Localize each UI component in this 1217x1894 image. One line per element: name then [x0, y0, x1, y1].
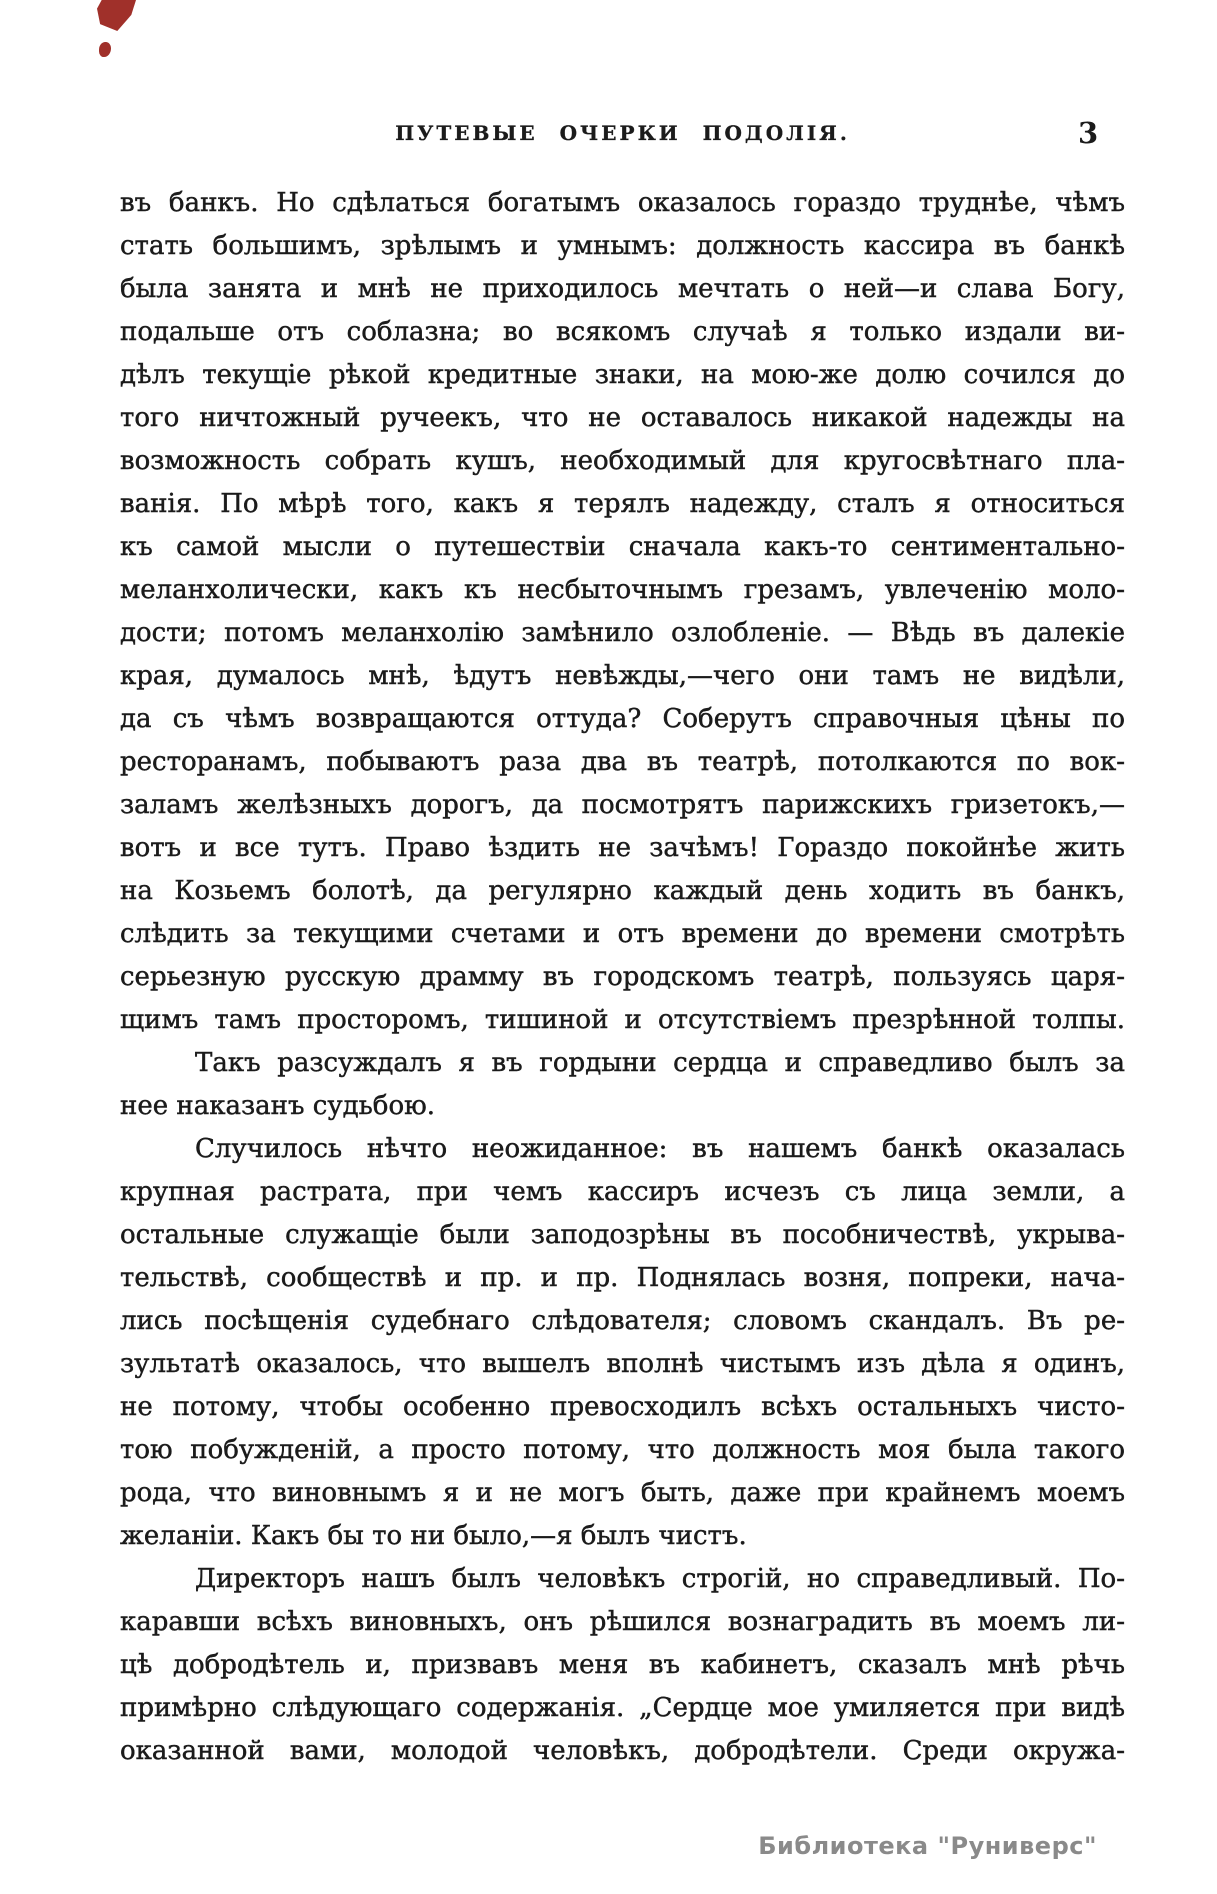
text-line: была занята и мнѣ не приходилось мечтать о ней—и слава Богу, — [120, 274, 1125, 304]
text-line: подальше отъ соблазна; во всякомъ случаѣ я только издали ви- — [120, 317, 1125, 347]
text-line: Директоръ нашъ былъ человѣкъ строгій, но справедливый. По- — [195, 1564, 1125, 1594]
text-line: къ самой мысли о путешествіи сначала какъ-то сентиментально- — [120, 532, 1125, 562]
red-stamp-mark-top — [97, 0, 136, 31]
text-line: возможность собрать кушъ, необходимый для кругосвѣтнаго пла- — [120, 446, 1125, 476]
red-stamp-mark-dot — [99, 42, 111, 57]
text-line: въ банкъ. Но сдѣлаться богатымъ оказалось гораздо труднѣе, чѣмъ — [120, 188, 1125, 218]
text-line: цѣ добродѣтель и, призвавъ меня въ кабинетъ, сказалъ мнѣ рѣчь — [120, 1650, 1125, 1680]
text-line: желаніи. Какъ бы то ни было,—я былъ чистъ. — [120, 1521, 747, 1551]
text-line: примѣрно слѣдующаго содержанія. „Сердце мое умиляется при видѣ — [120, 1693, 1125, 1723]
text-line: дѣлъ текущіе рѣкой кредитные знаки, на мою-же долю сочился до — [120, 360, 1125, 390]
text-line: меланхолически, какъ къ несбыточнымъ грезамъ, увлеченію моло- — [120, 575, 1125, 605]
text-line: зультатѣ оказалось, что вышелъ вполнѣ чистымъ изъ дѣла я одинъ, — [120, 1349, 1125, 1379]
page-number: 3 — [1078, 116, 1099, 150]
runiverse-watermark: Библиотека "Руниверс" — [758, 1832, 1097, 1860]
text-line: дости; потомъ меланхолію замѣнило озлобленіе. — Вѣдь въ далекіе — [120, 618, 1125, 648]
text-line: тою побужденій, а просто потому, что должность моя была такого — [120, 1435, 1125, 1465]
text-line: того ничтожный ручеекъ, что не оставалось никакой надежды на — [120, 403, 1125, 433]
body-text — [120, 182, 1125, 1773]
text-line: Случилось нѣчто неожиданное: въ нашемъ банкѣ оказалась — [195, 1134, 1125, 1164]
text-line: не потому, чтобы особенно превосходилъ всѣхъ остальныхъ чисто- — [120, 1392, 1125, 1422]
text-line: лись посѣщенія судебнаго слѣдователя; словомъ скандалъ. Въ ре- — [120, 1306, 1125, 1336]
text-line: оказанной вами, молодой человѣкъ, добродѣтели. Среди окружа- — [120, 1736, 1125, 1766]
text-line: заламъ желѣзныхъ дорогъ, да посмотрятъ парижскихъ гризетокъ,— — [120, 790, 1125, 820]
text-lines-container — [120, 182, 1125, 1773]
text-line: крупная растрата, при чемъ кассиръ исчезъ съ лица земли, а — [120, 1177, 1125, 1207]
text-line: серьезную русскую драмму въ городскомъ театрѣ, пользуясь царя- — [120, 962, 1125, 992]
text-line: да съ чѣмъ возвращаются оттуда? Соберутъ справочныя цѣны по — [120, 704, 1125, 734]
text-line: каравши всѣхъ виновныхъ, онъ рѣшился вознаградить въ моемъ ли- — [120, 1607, 1125, 1637]
text-line: ресторанамъ, побываютъ раза два въ театрѣ, потолкаются по вок- — [120, 747, 1125, 777]
text-line: ванія. По мѣрѣ того, какъ я терялъ надежду, сталъ я относиться — [120, 489, 1125, 519]
text-line: на Козьемъ болотѣ, да регулярно каждый день ходить въ банкъ, — [120, 876, 1125, 906]
text-line: Такъ разсуждалъ я въ гордыни сердца и справедливо былъ за — [195, 1048, 1125, 1078]
text-line: стать большимъ, зрѣлымъ и умнымъ: должность кассира въ банкѣ — [120, 231, 1125, 261]
text-line: тельствѣ, сообществѣ и пр. и пр. Поднялась возня, попреки, нача- — [120, 1263, 1125, 1293]
text-line: остальные служащіе были заподозрѣны въ пособничествѣ, укрыва- — [120, 1220, 1125, 1250]
text-line: рода, что виновнымъ я и не могъ быть, даже при крайнемъ моемъ — [120, 1478, 1125, 1508]
running-header-title: ПУТЕВЫЕ ОЧЕРКИ ПОДОЛІЯ. — [395, 121, 850, 145]
text-line: края, думалось мнѣ, ѣдутъ невѣжды,—чего они тамъ не видѣли, — [120, 661, 1125, 691]
text-line: нее наказанъ судьбою. — [120, 1091, 435, 1121]
text-line: вотъ и все тутъ. Право ѣздить не зачѣмъ! Гораздо покойнѣе жить — [120, 833, 1125, 863]
text-line: слѣдить за текущими счетами и отъ времени до времени смотрѣть — [120, 919, 1125, 949]
text-line: щимъ тамъ просторомъ, тишиной и отсутствіемъ презрѣнной толпы. — [120, 1005, 1125, 1035]
